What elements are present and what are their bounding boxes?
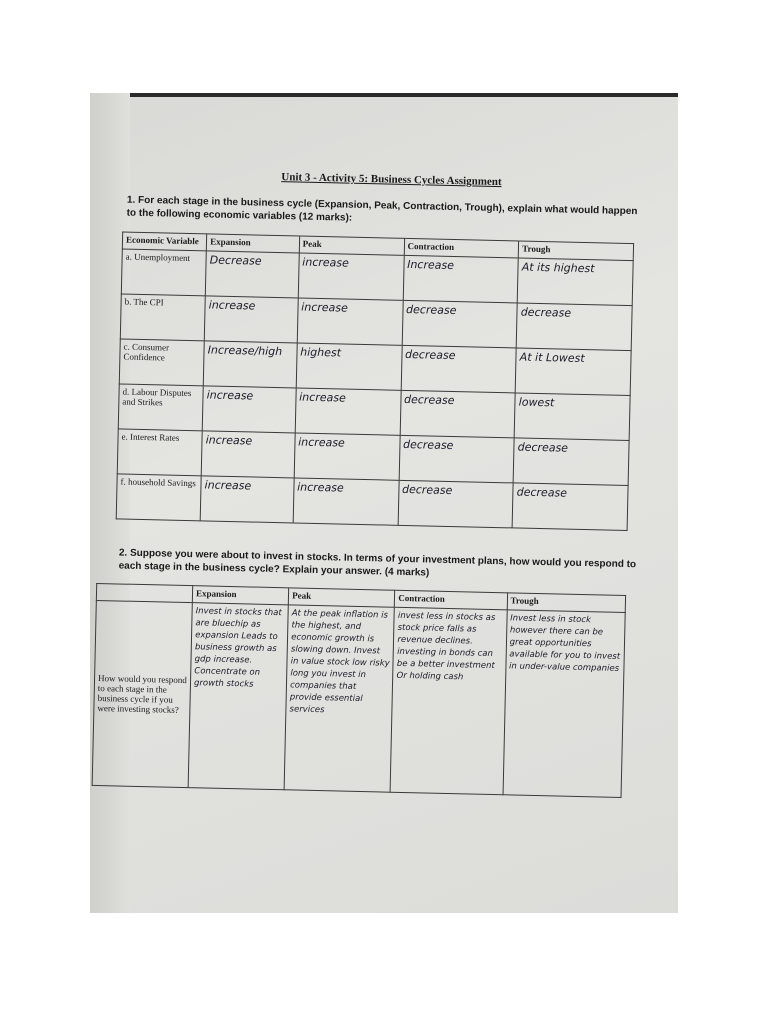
question-2: 2. Suppose you were about to invest in stocks. In terms of your investment plans, how would you respond to each stage in the business cycle? Explain your answer. (4 marks)	[118, 547, 637, 579]
answer-cell	[295, 388, 401, 435]
question-1: 1. For each stage in the business cycle (Expansion, Peak, Contraction, Trough), explain what would happen to the following economic variables (12 marks):	[126, 194, 638, 224]
handwritten-answer: decrease	[405, 302, 457, 318]
header-contraction: Contraction	[395, 590, 508, 610]
worksheet-page	[90, 153, 662, 913]
answer-cell	[514, 393, 630, 441]
handwritten-answer: Decrease	[209, 253, 262, 268]
header-trough: Trough	[507, 593, 626, 613]
answer-cell	[204, 296, 298, 343]
answer-cell	[296, 343, 402, 390]
answer-cell	[513, 438, 629, 486]
header-peak: Peak	[299, 236, 404, 255]
header-economic-variable: Economic Variable	[122, 232, 207, 251]
answer-cell	[200, 476, 294, 523]
handwritten-answer: increase	[206, 388, 254, 403]
handwritten-answer: lowest	[518, 395, 555, 410]
variable-label: e. Interest Rates	[117, 429, 202, 476]
answer-cell	[205, 251, 299, 298]
photo-top-edge	[130, 93, 678, 97]
handwritten-answer: increase	[298, 435, 345, 450]
row-label: How would you respond to each stage in the business cycle if you were investing stocks?	[92, 600, 192, 787]
table-row	[92, 600, 625, 797]
handwritten-answer: Invest in stocks that are bluechip as expansion Leads to business growth as gdp increase. Concentrate on growth stocks	[193, 606, 282, 690]
handwritten-answer: decrease	[403, 392, 455, 408]
investment-plan-table	[92, 583, 626, 798]
handwritten-answer: decrease	[520, 305, 572, 320]
answer-cell	[201, 431, 295, 478]
handwritten-answer: Increase/high	[207, 343, 283, 359]
header-contraction: Contraction	[404, 238, 519, 258]
handwritten-answer: increase	[205, 433, 253, 448]
handwritten-answer: decrease	[404, 347, 456, 363]
handwritten-answer: highest	[300, 345, 342, 360]
answer-cell	[515, 348, 631, 396]
handwritten-answer: At it Lowest	[519, 350, 585, 366]
handwritten-answer: decrease	[516, 485, 568, 500]
handwritten-answer: increase	[299, 390, 346, 405]
header-expansion: Expansion	[192, 586, 288, 605]
handwritten-answer: Invest less in stock however there can be great opportunities available for you to invest in under-value companies	[508, 613, 621, 674]
answer-cell	[403, 255, 519, 303]
handwritten-answer: decrease	[402, 437, 454, 453]
handwritten-answer: decrease	[401, 482, 453, 498]
variable-label: d. Labour Disputes and Strikes	[118, 384, 203, 431]
variable-label: b. The CPI	[120, 294, 205, 341]
answer-cell	[512, 483, 628, 531]
answer-cell	[188, 603, 288, 790]
header-expansion: Expansion	[206, 234, 299, 253]
answer-cell	[390, 607, 506, 794]
answer-cell	[400, 390, 516, 438]
handwritten-answer: Increase	[407, 257, 455, 273]
answer-cell	[284, 605, 394, 792]
answer-cell	[298, 253, 404, 300]
handwritten-answer: increase	[208, 298, 256, 313]
document-photo	[90, 93, 678, 913]
answer-cell	[297, 298, 403, 345]
header-blank	[96, 583, 192, 602]
handwritten-answer: invest less in stocks as stock price falls as revenue declines. investing in bonds can be a better investment Or holding cash	[396, 610, 496, 683]
economic-variables-table	[116, 231, 634, 531]
handwritten-answer: increase	[297, 480, 344, 495]
variable-label: a. Unemployment	[121, 249, 206, 296]
answer-cell	[401, 345, 517, 393]
answer-cell	[398, 480, 514, 528]
answer-cell	[503, 610, 626, 798]
answer-cell	[399, 435, 515, 483]
handwritten-answer: increase	[204, 478, 252, 493]
answer-cell	[516, 303, 632, 351]
header-peak: Peak	[288, 588, 395, 607]
answer-cell	[203, 341, 297, 388]
answer-cell	[294, 433, 400, 480]
variable-label: f. household Savings	[116, 474, 201, 521]
answer-cell	[402, 300, 518, 348]
answer-cell	[293, 478, 399, 525]
answer-cell	[517, 258, 633, 306]
handwritten-answer: decrease	[517, 440, 569, 455]
variable-label: c. Consumer Confidence	[119, 339, 204, 386]
handwritten-answer: At the peak inflation is the highest, and economic growth is slowing down. Invest in value stock low risky long you invest in companies that provide essential services	[289, 608, 390, 716]
handwritten-answer: At its highest	[521, 260, 595, 276]
handwritten-answer: increase	[302, 255, 350, 270]
page-title: Unit 3 - Activity 5: Business Cycles Assignment	[281, 171, 502, 189]
answer-cell	[202, 386, 296, 433]
handwritten-answer: increase	[301, 300, 348, 315]
header-trough: Trough	[519, 241, 634, 261]
